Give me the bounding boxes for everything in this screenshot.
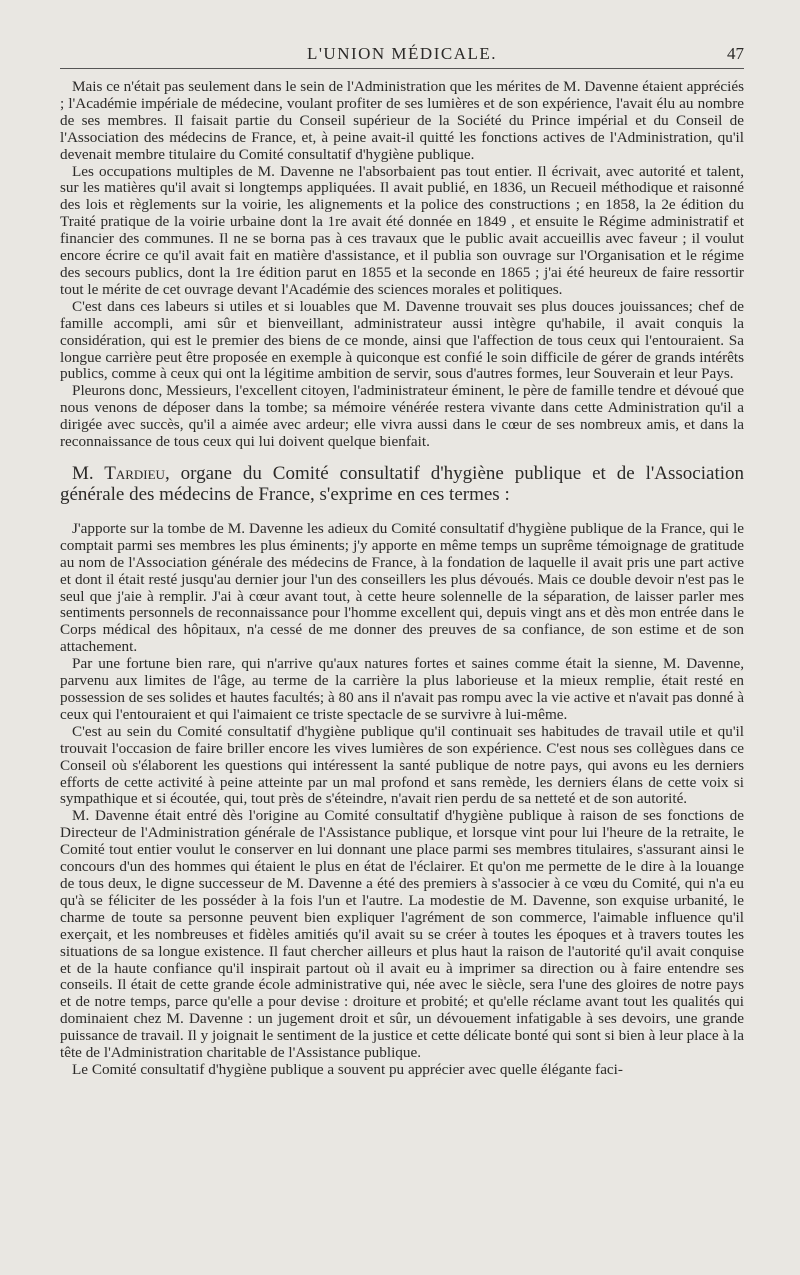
paragraph: Les occupations multiples de M. Davenne ne l'absorbaient pas tout entier. Il écrivait, avec autorité et talent, sur les matières qu'il avait si longtemps appliquées. Il avait publié, en 1836, un Recueil méthodique et raisonné des lois et règlements sur la voirie, les alignements et la police des constructions ; en 1858, la 2e édition du Traité pratique de la voirie urbaine dont la 1re avait été donnée en 1849 , et ensuite le Régime administratif et financier des communes. Il ne se borna pas à ces travaux que le public avait accueillis avec faveur ; il voulut encore écrire ce qu'il avait fait en matière d'assistance, et il publia son ouvrage sur l'Organisation et le régime des secours publics, dont la 1re édition parut en 1855 et la seconde en 1865 ; j'ai été heureux de faire ressortir tout le mérite de cet ouvrage devant l'Académie des sciences morales et politiques. xyxy=(60,162,744,298)
paragraph: C'est dans ces labeurs si utiles et si louables que M. Davenne trouvait ses plus douces jouissances; chef de famille accompli, ami sûr et bienveillant, administrateur aussi intègre qu'habile, il avait conquis la considération, qui est le premier des biens de ce monde, ainsi que l'affection de tous ceux qui l'entouraient. Sa longue carrière peut être proposée en exemple à quiconque est confié le soin difficile de gérer de grands intérêts publics, comme à ceux qui ont la légitime ambition de servir, sous d'autres formes, leur Souverain et leur Pays. xyxy=(60,297,744,383)
paragraph: Le Comité consultatif d'hygiène publique a souvent pu apprécier avec quelle élégante faci- xyxy=(72,1060,623,1078)
paragraph: J'apporte sur la tombe de M. Davenne les adieux du Comité consultatif d'hygiène publique de la France, qui le comptait parmi ses membres les plus éminents; j'y apporte en même temps un suprême témoignage de gratitude au nom de l'Association générale des médecins de France, à la fondation de laquelle il avait pris une part active et dont il était resté jusqu'au dernier jour l'un des conseillers les plus dévoués. Mais ce double devoir n'est pas le seul que j'aie à remplir. J'ai à cœur avant tout, à cette heure solennelle de la séparation, de laisser parler mes sentiments personnels de reconnaissance pour l'homme excellent qui, depuis vingt ans et dès mon entrée dans le Corps médical des hôpitaux, n'a cessé de me donner des preuves de sa confiance, de son estime et de son attachement. xyxy=(60,519,744,656)
paragraph: Par une fortune bien rare, qui n'arrive qu'aux natures fortes et saines comme était la sienne, M. Davenne, parvenu aux limites de l'âge, au terme de la carrière la plus laborieuse et la mieux remplie, était resté en possession de ses solides et hautes facultés; à 80 ans il n'avait pas rompu avec la vie active et n'avait pas donné à ceux qui l'entouraient et qui l'aimaient ce triste spectacle de se survivre à lui-même. xyxy=(60,655,744,723)
paragraph: Mais ce n'était pas seulement dans le sein de l'Administration que les mérites de M. Davenne étaient appréciés ; l'Académie impériale de médecine, voulant profiter de ses lumières et de son expérience, l'avait élu au nombre de ses membres. Il faisait partie du Conseil supérieur de la Société du Prince impérial et du Conseil de l'Association des médecins de France, et, à peine avait-il quitté les fonctions actives de l'Administration, qu'il devenait membre titulaire du Comité consultatif d'hygiène publique. xyxy=(60,78,744,163)
article-body xyxy=(60,79,744,1079)
heading-text: , organe du Comité consultatif d'hygiène publique et de l'Association générale des médecins de France, s'exprime en ces termes : xyxy=(60,462,744,505)
paragraph: M. Davenne était entré dès l'origine au Comité consultatif d'hygiène publique à raison de ses fonctions de Directeur de l'Administration générale de l'Assistance publique, et lorsque vint pour lui l'heure de la retraite, le Comité tout entier voulut le conserver en lui donnant une place parmi ses membres titulaires, s'assurant ainsi le concours d'un des hommes qui étaient le plus en état de l'éclairer. Et qu'on me permette de le dire à la louange de tous deux, le digne successeur de M. Davenne a été des premiers à s'associer à ce vœu du Comité, qui n'a eu qu'à se féliciter de les posséder à la fois l'un et l'autre. La modestie de M. Davenne, son exquise urbanité, le charme de toute sa personne peuvent bien expliquer l'agrément de son commerce, l'aimable influence qu'il exerçait, et les nombreuses et fidèles amitiés qu'il avait su se créer à toutes les époques et à travers toutes les situations de sa longue existence. Il faut chercher ailleurs et plus haut la raison de l'autorité qu'il avait conquise et de la haute confiance qu'il inspirait partout où il avait eu à imprimer sa direction ou à faire entendre ses conseils. Il était de cette grande école administrative qui, née avec le siècle, sera l'une des gloires de notre pays et de notre temps, parce qu'elle a pour devise : droiture et probité; et qu'elle réclame avant tout les qualités qui dominaient chez M. Davenne : un jugement droit et sûr, un dévouement infatigable à ses devoirs, une grande puissance de travail. Il y joignait le sentiment de la justice et cette délicate bonté qui sont si bien à leur place à la tête de l'Administration charitable de l'Assistance publique. xyxy=(60,807,744,1062)
paragraph: Pleurons donc, Messieurs, l'excellent citoyen, l'administrateur éminent, le père de famille tendre et dévoué que nous venons de déposer dans la tombe; sa mémoire vénérée restera vivante dans cette Administration qu'il a dirigée avec succès, qu'il a aimée avec ardeur; elle vivra aussi dans le cœur de ses nombreux amis, et dans la reconnaissance de tous ceux qui lui doivent quelque bienfait. xyxy=(60,382,744,451)
speaker-name: M. Tardieu xyxy=(72,462,165,484)
section-heading xyxy=(60,463,744,505)
running-title: L'UNION MÉDICALE. xyxy=(306,44,498,63)
page-header xyxy=(60,40,744,69)
page-number: 47 xyxy=(727,44,744,63)
paragraph: C'est au sein du Comité consultatif d'hygiène publique qu'il continuait ses habitudes de travail utile et qu'il trouvait l'occasion de faire briller encore les vives lumières de son expérience. C'est nous ses collègues dans ce Conseil où s'élaborent les questions qui intéressent la santé publique de notre pays, qui avons eu les derniers efforts de cette activité à peine atteinte par un mal profond et sans remède, les derniers élans de cette voix si sympathique et si écoutée, qui, tout près de s'éteindre, n'avait rien perdu de sa netteté et de son autorité. xyxy=(60,722,744,808)
